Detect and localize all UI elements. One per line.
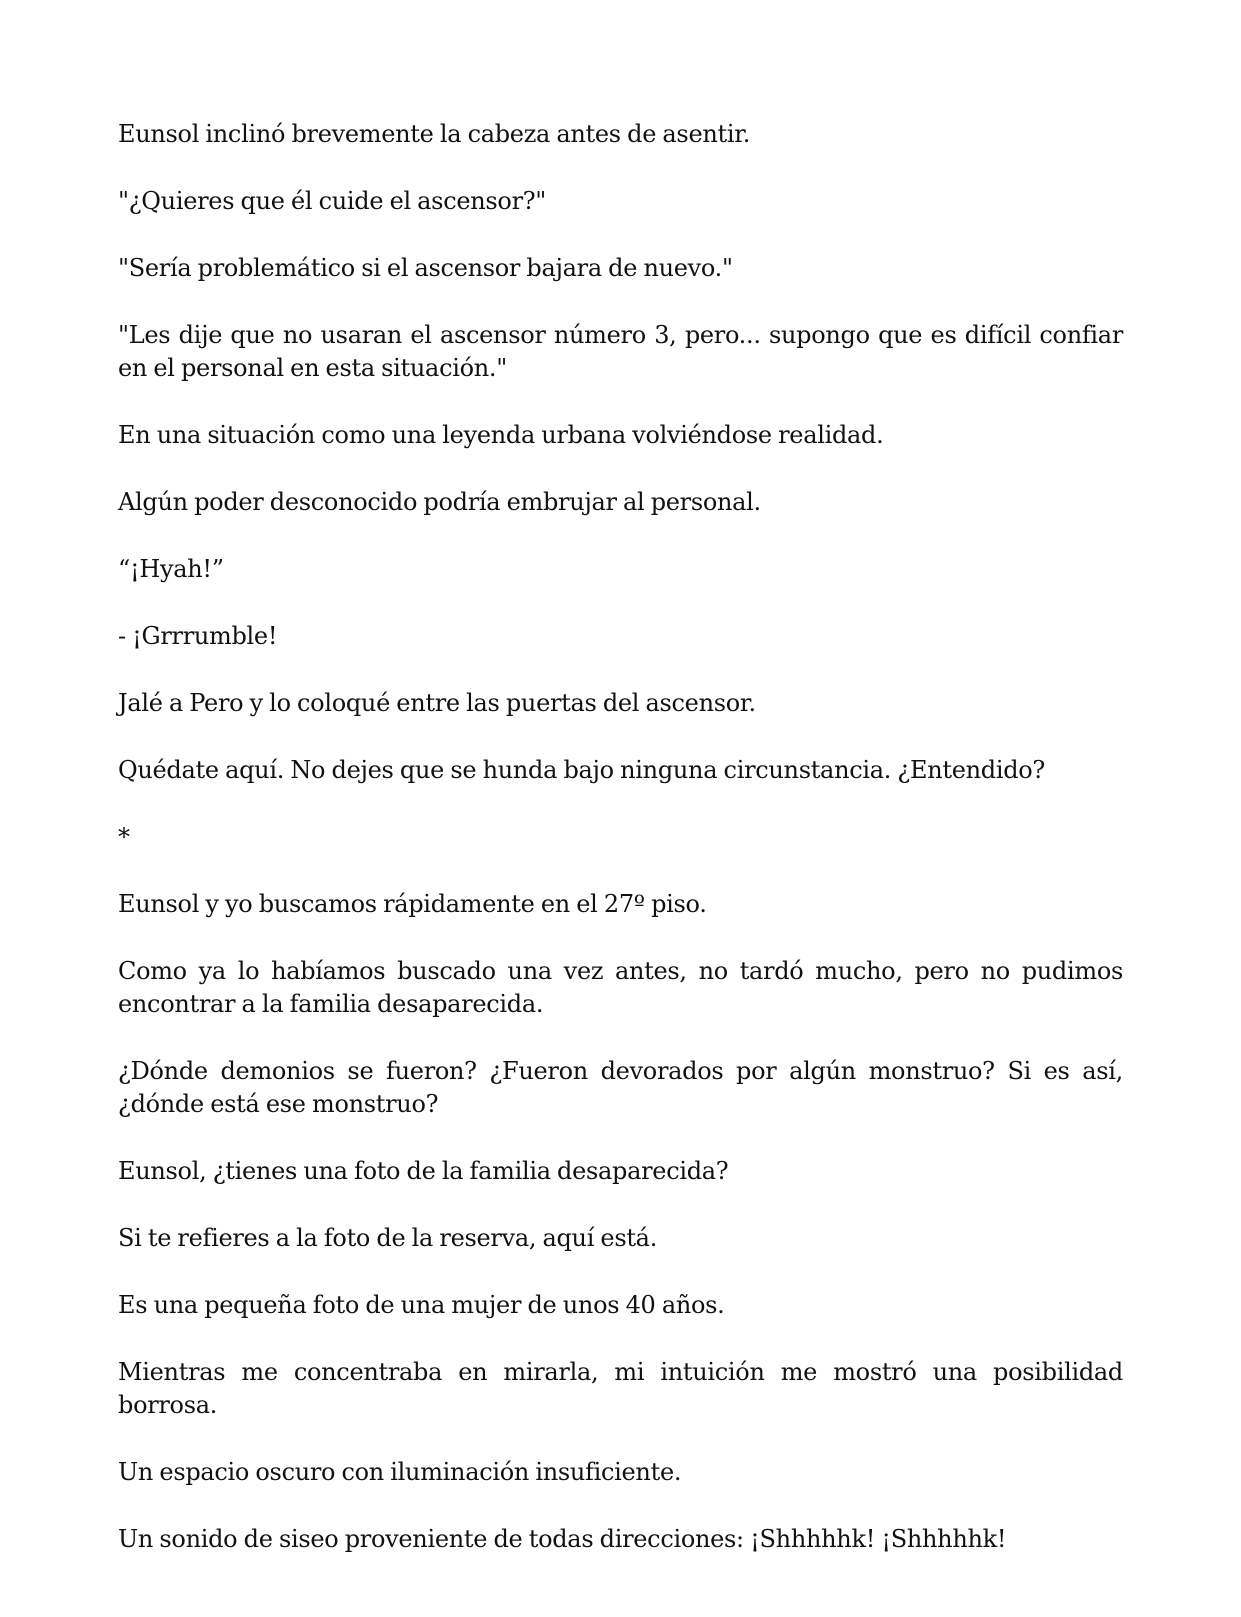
paragraph: Algún poder desconocido podría embrujar al personal. [118, 488, 761, 516]
paragraph: ¿Dónde demonios se fueron? ¿Fueron devorados por algún monstruo? Si es así, ¿dónde está ese monstruo? [118, 1057, 1123, 1118]
paragraph: Como ya lo habíamos buscado una vez antes, no tardó mucho, pero no pudimos encontrar a la familia desaparecida. [118, 957, 1123, 1018]
paragraph: Eunsol inclinó brevemente la cabeza antes de asentir. [118, 120, 751, 148]
paragraph: Es una pequeña foto de una mujer de unos 40 años. [118, 1291, 725, 1319]
scene-break: * [118, 823, 130, 851]
paragraph: Eunsol, ¿tienes una foto de la familia desaparecida? [118, 1157, 729, 1185]
paragraph: "¿Quieres que él cuide el ascensor?" [118, 187, 547, 215]
paragraph: En una situación como una leyenda urbana volviéndose realidad. [118, 421, 884, 449]
paragraph: Jalé a Pero y lo coloqué entre las puertas del ascensor. [118, 689, 756, 717]
paragraph: Si te refieres a la foto de la reserva, aquí está. [118, 1224, 658, 1252]
paragraph: “¡Hyah!” [118, 555, 224, 583]
paragraph: - ¡Grrrumble! [118, 622, 278, 650]
paragraph: Mientras me concentraba en mirarla, mi intuición me mostró una posibilidad borrosa. [118, 1358, 1123, 1419]
paragraph: "Les dije que no usaran el ascensor número 3, pero... supongo que es difícil confiar en el personal en esta situación." [118, 321, 1123, 382]
paragraph: Un sonido de siseo proveniente de todas direcciones: ¡Shhhhhk! ¡Shhhhhk! [118, 1525, 1007, 1553]
paragraph: "Sería problemático si el ascensor bajara de nuevo." [118, 254, 733, 282]
paragraph: Eunsol y yo buscamos rápidamente en el 27º piso. [118, 890, 707, 918]
text-column [118, 118, 1123, 1590]
paragraph: Quédate aquí. No dejes que se hunda bajo ninguna circunstancia. ¿Entendido? [118, 756, 1045, 784]
paragraph: Un espacio oscuro con iluminación insuficiente. [118, 1458, 682, 1486]
